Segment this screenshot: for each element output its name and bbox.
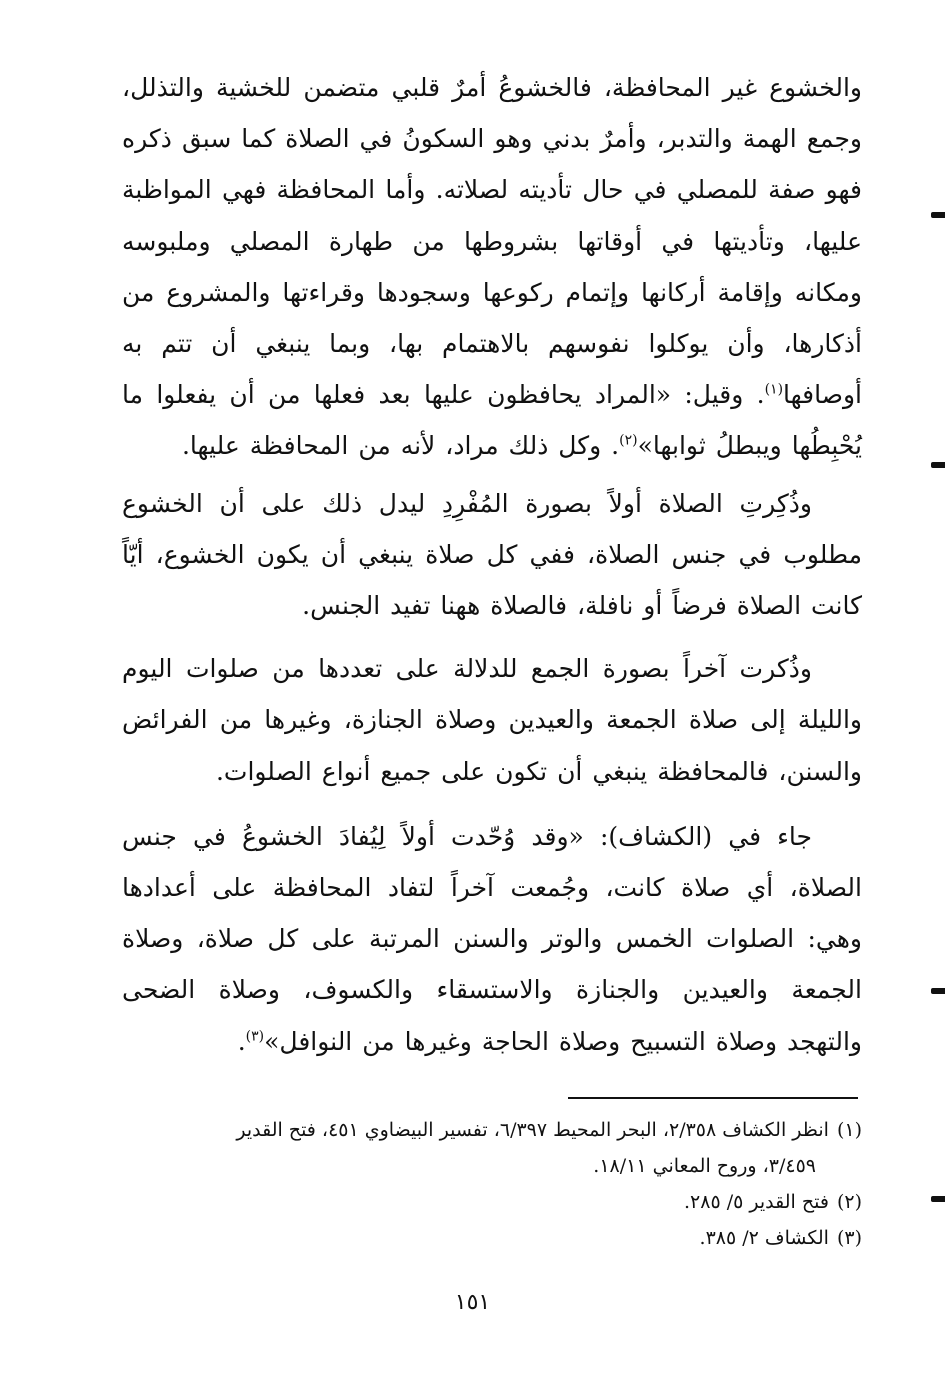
footnote-number: (٣) bbox=[836, 1227, 862, 1249]
paragraph-4: جاء في (الكشاف): «وقد وُحّدت أولاً لِيُفادَ الخشوعُ في جنس الصلاة، أي صلاة كانت، وجُمعت آخراً لتفاد المحافظة على أعدادها وهي: الصلوات الخمس والوتر والسنن المرتبة على كل صلاة، وصلاة الجمعة والعيدين والجنازة والاستسقاء والكسوف، وصلاة الضحى والتهجد وصلاة التسبيح وصلاة الحاجة وغيرها من النوافل»$^{(٣)}$. bbox=[122, 821, 862, 1056]
footnote-ref-2[interactable]: (٢) bbox=[619, 433, 638, 450]
footnote-1 bbox=[122, 1112, 862, 1148]
footnotes bbox=[122, 1112, 862, 1256]
footnote-ref-1[interactable]: (١) bbox=[764, 381, 784, 398]
paragraph-1: والخشوع غير المحافظة، فالخشوعُ أمرٌ قلبي متضمن للخشية والتذلل، وجمع الهمة والتدبر، وأمرٌ بدني وهو السكونُ في الصلاة كما سبق ذكره فهو صفة للمصلي في حال تأديته لصلاته. وأما المحافظة فهي المواظبة عليها، وتأديتها في أوقاتها بشروطها من طهارة المصلي وملبوسه ومكانه وإقامة أركانها وإتمام ركوعها وسجودها وقراءتها والمشروع من أذكارها، وأن يوكلوا نفوسهم بالاهتمام بها، وبما ينبغي أن تتم به أوصافها$^{(١)}$. وقيل: «المراد يحافظون عليها بعد فعلها من أن يفعلوا ما يُحْبِطُها ويبطلُ ثوابها»$^{(٢)}$. وكل ذلك مراد، لأنه من المحافظة عليها. bbox=[122, 73, 862, 461]
footnote-number: (٢) bbox=[836, 1191, 862, 1213]
footnote-1-continued bbox=[122, 1148, 862, 1184]
footnote-text: فتح القدير ٥/ ٢٨٥. bbox=[684, 1191, 829, 1213]
footnote-number: (١) bbox=[836, 1119, 862, 1141]
footnote-text: الكشاف ٢/ ٣٨٥. bbox=[699, 1227, 829, 1249]
scan-edge-mark bbox=[931, 988, 945, 994]
paragraph-2: وذُكِرتِ الصلاة أولاً بصورة المُفْرِدِ ليدل ذلك على أن الخشوع مطلوب في جنس الصلاة، ففي كل صلاة ينبغي أن يكون الخشوع، أيّاً كانت الصلاة فرضاً أو نافلة، فالصلاة ههنا تفيد الجنس. bbox=[122, 488, 862, 621]
footnote-3 bbox=[122, 1220, 862, 1256]
main-text bbox=[122, 62, 862, 1067]
footnote-divider bbox=[568, 1097, 858, 1099]
scan-edge-mark bbox=[931, 212, 945, 218]
page-number: ١٥١ bbox=[454, 1290, 491, 1315]
scan-edge-mark bbox=[931, 1196, 945, 1202]
footnote-text: ٣/٤٥٩، وروح المعاني ١٨/١١. bbox=[593, 1155, 816, 1177]
scan-edge-mark bbox=[931, 462, 945, 468]
footnote-text: انظر الكشاف ٢/٣٥٨، البحر المحيط ٦/٣٩٧، تفسير البيضاوي ٤٥١، فتح القدير bbox=[236, 1119, 829, 1141]
footnote-2 bbox=[122, 1184, 862, 1220]
paragraph-3: وذُكرت آخراً بصورة الجمع للدلالة على تعددها من صلوات اليوم والليلة إلى صلاة الجمعة والعيدين وصلاة الجنازة، وغيرها من الفرائض والسنن، فالمحافظة ينبغي أن تكون على جميع أنواع الصلوات. bbox=[122, 654, 862, 786]
footnote-ref-3[interactable]: (٣) bbox=[245, 1028, 265, 1045]
